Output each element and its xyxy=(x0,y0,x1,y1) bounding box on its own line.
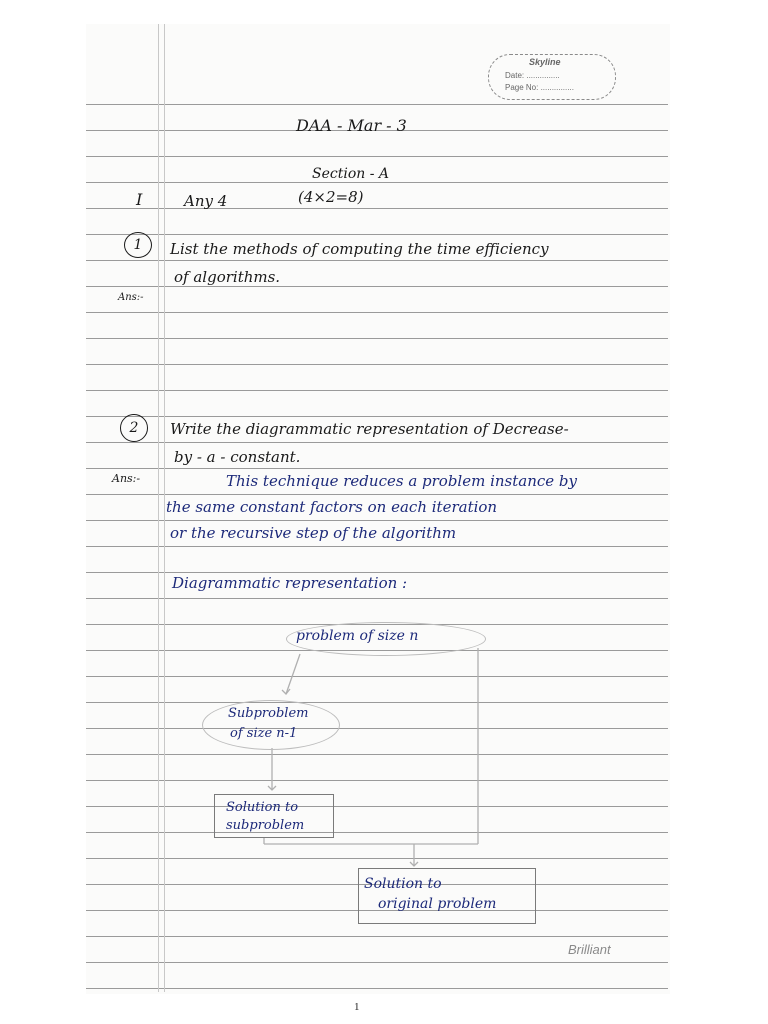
solution-subproblem-label-1: Solution to xyxy=(226,800,299,815)
question-1-line-1: List the methods of computing the time efficiency xyxy=(170,240,549,258)
notebook-brand: Brilliant xyxy=(568,942,611,957)
answer-2-line-2: the same constant factors on each iteration xyxy=(166,498,498,516)
instruction-any: Any 4 xyxy=(184,192,228,210)
section-heading: Section - A xyxy=(312,166,390,182)
answer-2-line-3: or the recursive step of the algorithm xyxy=(170,524,457,542)
stamp-page-no: Page No: ............... xyxy=(505,83,574,92)
page-number: 1 xyxy=(354,1001,360,1013)
question-number-2: 2 xyxy=(120,414,148,442)
marks-allocation: (4×2=8) xyxy=(298,188,364,206)
solution-original-label-1: Solution to xyxy=(364,876,442,892)
solution-original-label-2: original problem xyxy=(378,896,497,912)
subproblem-label-1: Subproblem xyxy=(228,706,309,721)
question-2-line-2: by - a - constant. xyxy=(174,448,301,466)
stamp-brand: Skyline xyxy=(529,57,561,67)
solution-subproblem-label-2: subproblem xyxy=(226,818,305,833)
page-title: DAA - Mar - 3 xyxy=(296,116,407,135)
answer-label-2: Ans:- xyxy=(112,472,141,485)
subproblem-label-2: of size n-1 xyxy=(230,726,298,741)
question-1-line-2: of algorithms. xyxy=(174,268,281,286)
answer-2-line-1: This technique reduces a problem instance by xyxy=(226,472,578,490)
stamp-date: Date: ............... xyxy=(505,71,560,80)
question-2-line-1: Write the diagrammatic representation of Decrease- xyxy=(170,420,569,438)
diagram-heading: Diagrammatic representation : xyxy=(172,574,408,592)
answer-label-1: Ans:- xyxy=(118,292,144,303)
roman-numeral: I xyxy=(136,190,143,209)
question-number-1: 1 xyxy=(124,232,152,258)
problem-node-label: problem of size n xyxy=(296,628,419,644)
